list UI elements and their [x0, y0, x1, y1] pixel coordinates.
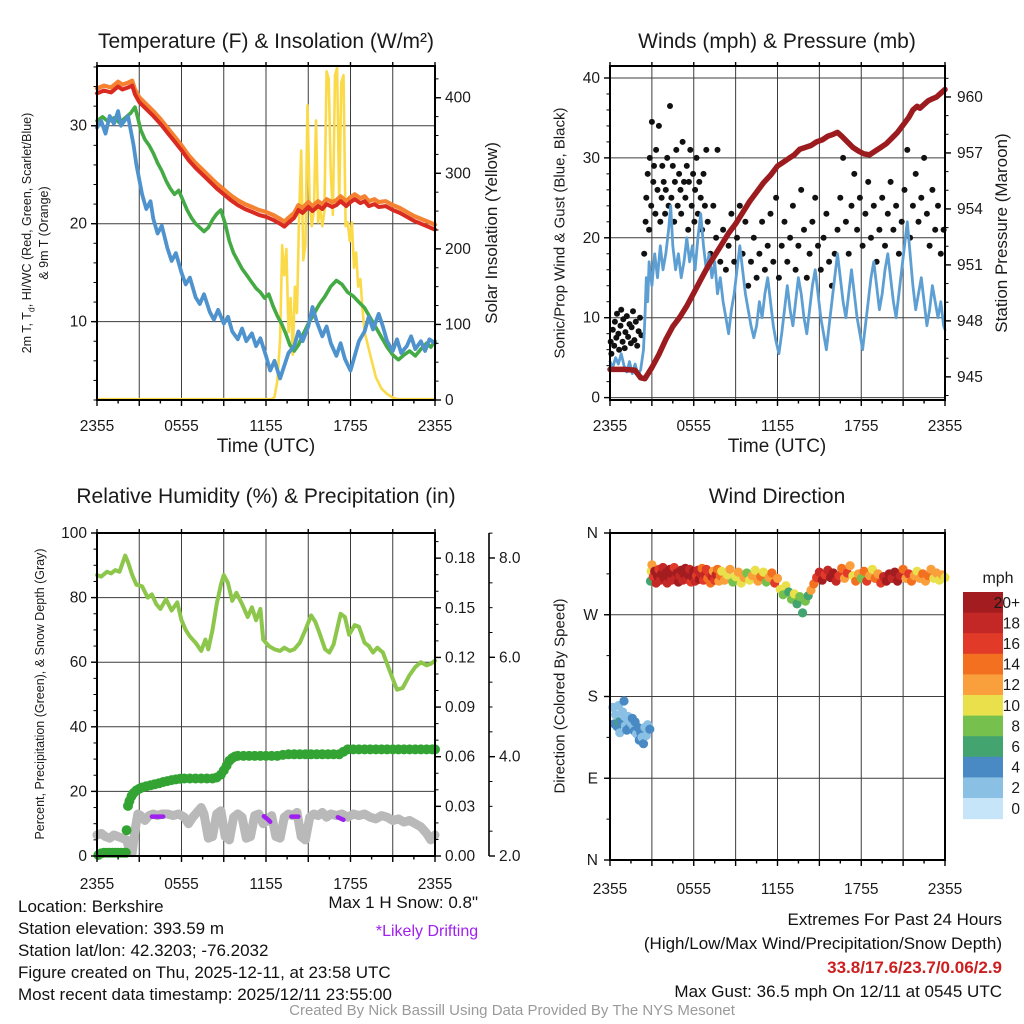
dot-gusts-black- [652, 211, 658, 217]
dot-gusts-black- [876, 227, 882, 233]
right-tick-label: 0.15 [445, 599, 476, 617]
dot-gusts-black- [846, 251, 852, 257]
dot-gusts-black- [648, 203, 654, 209]
dot-gusts-black- [821, 235, 827, 241]
dot-gusts-black- [879, 195, 885, 201]
dot-gusts-black- [854, 227, 860, 233]
x-tick-label: 2355 [927, 881, 963, 898]
legend-label: 0 [1011, 800, 1020, 818]
dir-left-axis-label: Direction (Colored By Speed) [551, 598, 569, 794]
dot-gusts-black- [643, 219, 649, 225]
y-tick-label: 30 [69, 117, 87, 135]
y-tick-label: 80 [69, 589, 87, 607]
dot-gusts-black- [686, 179, 692, 185]
dot-gusts-black- [913, 171, 919, 177]
right-tick-label: 0 [445, 392, 454, 409]
y-tick-label: 20 [582, 229, 600, 247]
dot-gusts-black- [696, 179, 702, 185]
dot-gusts-black- [650, 179, 656, 185]
dot-gusts-black- [857, 195, 863, 201]
right-tick-label: 954 [957, 200, 983, 218]
wind-xaxis-title: Time (UTC) [727, 436, 827, 457]
wind-direction-point [798, 608, 807, 617]
legend-label: 12 [1002, 677, 1020, 695]
x-tick-label: 2355 [417, 418, 453, 435]
dot-gusts-black- [694, 155, 700, 161]
dot-gusts-black- [649, 119, 655, 125]
station-latlon: Station lat/lon: 42.3203; -76.2032 [18, 941, 269, 960]
dot-gusts-black- [676, 171, 682, 177]
y-tick-label: 20 [69, 783, 87, 801]
dot-gusts-black- [615, 331, 621, 337]
y-tick-label: S [587, 688, 598, 706]
dot-gusts-black- [809, 219, 815, 225]
dot-gusts-black- [647, 155, 653, 161]
dot-gusts-black- [728, 211, 734, 217]
y-tick-label: 30 [582, 149, 600, 167]
dot-gusts-black- [726, 243, 732, 249]
dot-gusts-black- [835, 227, 841, 233]
x-tick-label: 2355 [79, 876, 115, 893]
dot-gusts-black- [701, 171, 707, 177]
x-tick-label: 1155 [760, 881, 795, 898]
dot-gusts-black- [932, 227, 938, 233]
right-tick-label: 0.06 [445, 748, 476, 766]
dot-gusts-black- [687, 147, 693, 153]
right-tick-label: 957 [957, 144, 983, 162]
dot-gusts-black- [843, 219, 849, 225]
legend-label: 16 [1002, 636, 1020, 653]
dot-gusts-black- [703, 147, 709, 153]
dot-gusts-black- [927, 243, 933, 249]
dot-gusts-black- [899, 219, 905, 225]
dot-gusts-black- [737, 203, 743, 209]
dot-gusts-black- [678, 187, 684, 193]
dot-gusts-black- [659, 163, 665, 169]
dot-gusts-black- [918, 195, 924, 201]
dot-gusts-black- [689, 203, 695, 209]
dot-gusts-black- [680, 139, 686, 145]
y-tick-label: 10 [69, 313, 87, 331]
dot-gusts-black- [790, 203, 796, 209]
extremes-subtitle: (High/Low/Max Wind/Precipitation/Snow Depth) [643, 934, 1002, 953]
right-tick-label: 100 [445, 316, 471, 334]
dot-gusts-black- [713, 235, 719, 241]
legend-swatch [963, 736, 1003, 757]
dot-gusts-black- [812, 195, 818, 201]
dot-gusts-black- [776, 275, 782, 281]
y-tick-label: N [586, 525, 598, 542]
likely-drifting-annotation: *Likely Drifting [375, 923, 479, 940]
dot-gusts-black- [616, 347, 622, 353]
dot-gusts-black- [655, 187, 661, 193]
dot-gusts-black- [868, 235, 874, 241]
dot-gusts-black- [620, 339, 626, 345]
dot-gusts-black- [618, 307, 624, 313]
y-tick-label: 40 [69, 718, 87, 736]
extremes-block [644, 908, 1002, 1004]
x-tick-label: 1155 [249, 876, 283, 893]
right-tick-label: 0.00 [445, 848, 476, 865]
dot-gusts-black- [865, 179, 871, 185]
dot-gusts-black- [682, 195, 688, 201]
segment-likely-drifting-purple- [338, 817, 344, 820]
extremes-title: Extremes For Past 24 Hours [787, 910, 1002, 929]
dot-gusts-black- [702, 203, 708, 209]
right-tick-label: 948 [957, 312, 983, 330]
x-tick-label: 1755 [333, 876, 368, 893]
temp-left-axis-label-sub: d [26, 307, 37, 313]
dot-gusts-black- [773, 195, 779, 201]
dot-gusts-black- [663, 187, 669, 193]
y-tick-label: 40 [582, 69, 600, 87]
dot-gusts-black- [618, 323, 624, 329]
pressure-axis-label: Station Pressure (Maroon) [992, 133, 1011, 333]
dot-gusts-black- [921, 155, 927, 161]
dot-gusts-black- [818, 267, 824, 273]
dot-gusts-black- [938, 251, 944, 257]
dot-gusts-black- [611, 343, 617, 349]
wind-direction-point [725, 565, 734, 574]
wind-direction-point [645, 725, 654, 734]
right-tick-label: 0.09 [445, 699, 476, 717]
dot-gusts-black- [902, 187, 908, 193]
legend-swatch [963, 633, 1003, 654]
rh-left-axis-label: Percent, Precipitation (Green), & Snow Depth (Gray) [33, 548, 47, 840]
legend-swatch [963, 716, 1003, 737]
dot-gusts-black- [860, 243, 866, 249]
y-tick-label: 0 [591, 389, 600, 407]
station-location: Location: Berkshire [18, 897, 164, 916]
dot-gusts-black- [851, 171, 857, 177]
dot-gusts-black- [815, 243, 821, 249]
dot-gusts-black- [656, 123, 662, 129]
y-tick-label: W [583, 606, 598, 624]
dot-gusts-black- [662, 211, 668, 217]
dot-gusts-black- [646, 227, 652, 233]
dot-gusts-black- [759, 219, 765, 225]
dot-gusts-black- [624, 313, 630, 319]
insolation-axis-label: Solar Insolation (Yellow) [482, 142, 501, 324]
dot-gusts-black- [715, 147, 721, 153]
dot-gusts-black- [754, 275, 760, 281]
legend-label: 18 [1002, 615, 1020, 633]
legend-swatch [963, 798, 1003, 819]
dot-gusts-black- [651, 163, 657, 169]
x-tick-label: 2355 [927, 418, 963, 435]
dot-gusts-black- [698, 195, 704, 201]
dot-gusts-black- [720, 227, 726, 233]
legend-swatch [963, 674, 1003, 695]
temp-left-axis-label [20, 113, 52, 354]
temp-panel-title: Temperature (F) & Insolation (W/m²) [97, 30, 435, 53]
dot-gusts-black- [768, 211, 774, 217]
dot-gusts-black- [637, 315, 643, 321]
legend-swatch [963, 654, 1003, 675]
dot-gusts-black- [756, 251, 762, 257]
y-tick-label: 0 [78, 848, 87, 865]
dot-gusts-black- [625, 334, 631, 340]
dot-gusts-black- [765, 243, 771, 249]
dot-gusts-black- [685, 227, 691, 233]
dot-gusts-black- [748, 259, 754, 265]
temp-left-axis-label-post: , HI/WC (Red, Green, Scarlet/Blue) [20, 112, 34, 308]
legend-label: 10 [1002, 697, 1020, 715]
x-tick-label: 1755 [333, 418, 368, 435]
legend-swatch [963, 757, 1003, 778]
dot-gusts-black- [612, 319, 618, 325]
legend-swatch [963, 613, 1003, 634]
dot-gusts-black- [795, 243, 801, 249]
y-tick-label: 100 [61, 525, 87, 542]
dot-gusts-black- [823, 211, 829, 217]
dot-gusts-black- [849, 203, 855, 209]
dot-gusts-black- [871, 203, 877, 209]
dot-gusts-black- [929, 187, 935, 193]
dot-gusts-black- [804, 275, 810, 281]
dot-gusts-black- [793, 267, 799, 273]
temp-left-axis-label-pre: 2m T, T [20, 312, 34, 354]
legend-label: 4 [1011, 759, 1020, 777]
legend-label: 6 [1011, 739, 1020, 756]
legend-swatch [963, 695, 1003, 716]
x-tick-label: 2355 [592, 881, 628, 898]
x-tick-label: 2355 [79, 418, 115, 435]
rh-panel-title: Relative Humidity (%) & Precipitation (in) [76, 485, 456, 508]
dot-gusts-black- [770, 259, 776, 265]
dot-gusts-black- [653, 147, 659, 153]
y-tick-label: E [587, 770, 598, 788]
legend-label: 2 [1011, 780, 1020, 798]
dot-gusts-black- [629, 324, 635, 330]
dot-gusts-black- [657, 219, 663, 225]
right-tick-label: 400 [445, 89, 471, 107]
x-tick-label: 1155 [249, 418, 283, 435]
dot-gusts-black- [885, 211, 891, 217]
legend-swatch [963, 777, 1003, 798]
dot-gusts-black- [826, 259, 832, 265]
x-tick-label: 0555 [676, 881, 711, 898]
dot-gusts-black- [661, 179, 667, 185]
dot-gusts-black- [673, 147, 679, 153]
dot-gusts-black- [690, 171, 696, 177]
dot-gusts-black- [641, 251, 647, 257]
dot-gusts-black- [717, 259, 723, 265]
dot-gusts-black- [910, 203, 916, 209]
dot-gusts-black- [916, 219, 922, 225]
snow-tick-label: 6.0 [499, 649, 521, 667]
dot-gusts-black- [664, 155, 670, 161]
dot-gusts-black- [904, 147, 910, 153]
dot-gusts-black- [631, 337, 637, 343]
right-tick-label: 951 [957, 256, 983, 274]
legend-label: 14 [1002, 656, 1020, 674]
credit-line: Created By Nick Bassill Using Data Provided By The NYS Mesonet [289, 1002, 735, 1019]
legend-label: 20+ [993, 594, 1020, 612]
dot-gusts-black- [734, 235, 740, 241]
dot-gusts-black- [751, 235, 757, 241]
dot-gusts-black- [742, 219, 748, 225]
dot-gusts-black- [668, 195, 674, 201]
dot-gusts-black- [893, 203, 899, 209]
right-tick-label: 0.18 [445, 550, 476, 568]
dot-gusts-black- [801, 227, 807, 233]
dot-gusts-black- [692, 187, 698, 193]
dot-gusts-black- [782, 219, 788, 225]
dot-gusts-black- [678, 211, 684, 217]
figure-created: Figure created on Thu, 2025-12-11, at 23:58 UTC [18, 963, 391, 982]
dir-panel-title: Wind Direction [708, 485, 846, 508]
dot-gusts-black- [659, 195, 665, 201]
extremes-values: 33.8/17.6/23.7/0.06/2.9 [827, 958, 1002, 977]
right-tick-label: 960 [957, 88, 983, 106]
y-tick-label: N [586, 852, 598, 869]
segment-likely-drifting-purple- [268, 820, 270, 822]
dot-gusts-black- [762, 267, 768, 273]
x-tick-label: 2355 [417, 876, 453, 893]
dot-gusts-black- [888, 179, 894, 185]
x-tick-label: 0555 [164, 876, 199, 893]
wind-left-axis-label: Sonic/Prop Wind & Gust (Blue, Black) [551, 107, 569, 359]
dot-gusts-black- [882, 243, 888, 249]
dot-gusts-black- [672, 179, 678, 185]
dot-gusts-black- [896, 251, 902, 257]
data-timestamp: Most recent data timestamp: 2025/12/11 23:55:00 [18, 985, 392, 1004]
dot-gusts-black- [890, 227, 896, 233]
dot-gusts-black- [643, 195, 649, 201]
dot-gusts-black- [710, 203, 716, 209]
dot-gusts-black- [723, 267, 729, 273]
y-tick-label: 20 [69, 215, 87, 233]
dot-gusts-black- [807, 251, 813, 257]
y-tick-label: 10 [582, 309, 600, 327]
dot-gusts-black- [837, 195, 843, 201]
dot-gusts-black- [784, 259, 790, 265]
segment-likely-drifting-purple- [264, 816, 267, 818]
dot-gusts-black- [645, 171, 651, 177]
legend-label: 8 [1011, 718, 1020, 736]
x-tick-label: 0555 [676, 418, 711, 435]
dot-gusts-black- [779, 243, 785, 249]
x-tick-label: 2355 [592, 418, 628, 435]
right-tick-label: 945 [957, 368, 983, 386]
dot-gusts-black- [622, 345, 628, 351]
dot-gusts-black- [675, 203, 681, 209]
dot-gusts-black- [935, 203, 941, 209]
dot-gusts-black- [630, 308, 636, 314]
wind-direction-point [619, 696, 628, 705]
dot-gusts-black- [634, 343, 640, 349]
dot-gusts-black- [667, 103, 673, 109]
dot-precipitation-green-dots- [122, 825, 132, 835]
dot-gusts-black- [670, 163, 676, 169]
right-tick-label: 0.12 [445, 649, 476, 667]
right-tick-label: 300 [445, 165, 471, 183]
dot-gusts-black- [684, 163, 690, 169]
wind-direction-point [773, 574, 782, 583]
dot-gusts-black- [862, 211, 868, 217]
wind-direction-point [639, 739, 648, 748]
dot-gusts-black- [691, 219, 697, 225]
dot-gusts-black- [705, 219, 711, 225]
snow-tick-label: 8.0 [499, 549, 521, 567]
snow-tick-label: 2.0 [499, 848, 521, 865]
legend-title: mph [982, 570, 1014, 587]
x-tick-label: 0555 [164, 418, 199, 435]
x-tick-label: 1755 [844, 418, 879, 435]
temp-left-axis-label-line2: & 9m T (Orange) [37, 186, 51, 280]
wind-direction-point [846, 561, 855, 570]
dot-gusts-black- [924, 211, 930, 217]
right-tick-label: 0.03 [445, 798, 476, 816]
wind-panel-title: Winds (mph) & Pressure (mb) [638, 30, 916, 53]
dot-gusts-black- [798, 187, 804, 193]
max-gust: Max Gust: 36.5 mph On 12/11 at 0545 UTC [674, 982, 1002, 1001]
x-tick-label: 1755 [844, 881, 879, 898]
dot-gusts-black- [840, 155, 846, 161]
temp-xaxis-title: Time (UTC) [216, 436, 316, 457]
x-tick-label: 1155 [760, 418, 795, 435]
dot-gusts-black- [787, 235, 793, 241]
right-tick-label: 200 [445, 240, 471, 258]
station-elevation: Station elevation: 393.59 m [18, 919, 225, 938]
y-tick-label: 60 [69, 654, 87, 672]
snow-tick-label: 4.0 [499, 748, 521, 766]
max-snow-annotation: Max 1 H Snow: 0.8" [328, 893, 478, 912]
